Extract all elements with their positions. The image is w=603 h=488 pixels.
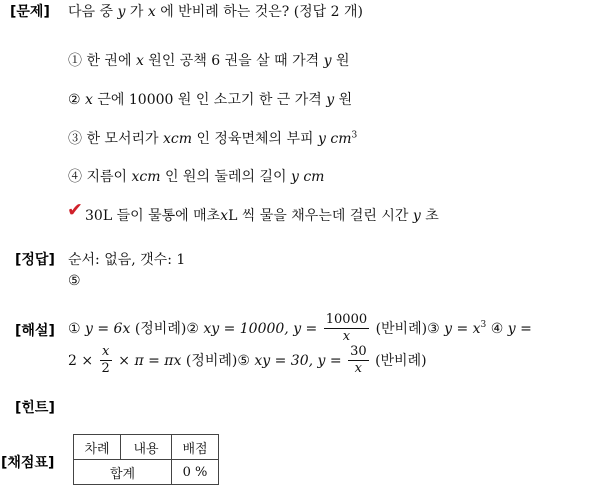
explanation-formula: xy = 30, y = xyxy=(254,352,342,369)
option-text: 지름이 xyxy=(86,169,128,185)
scoring-label: [채점표] xyxy=(1,455,55,471)
fraction-numerator: 30 xyxy=(348,344,369,361)
explanation-formula: y = 6x xyxy=(85,320,131,337)
option-number: ④ xyxy=(68,169,82,185)
explanation-formula: y = x xyxy=(444,320,481,337)
fraction xyxy=(100,344,112,378)
explanation-tag: (반비례) xyxy=(375,352,427,369)
explanation-line-2 xyxy=(68,344,427,378)
score-header-content: 내용 xyxy=(121,435,172,460)
explanation-num: ② xyxy=(186,320,199,337)
option-text: 한 모서리가 xyxy=(86,131,159,147)
option-2[interactable] xyxy=(68,89,352,109)
option-text: 근에 10000 원 인 소고기 한 근 가격 xyxy=(97,92,322,108)
option-number: ① xyxy=(68,53,82,69)
option-var: cm xyxy=(303,169,325,185)
option-var: y xyxy=(412,208,421,224)
option-var: x xyxy=(220,208,229,224)
option-3[interactable] xyxy=(68,128,357,148)
option-number: ③ xyxy=(68,131,82,147)
option-text: 인 원의 둘레의 길이 xyxy=(164,169,287,185)
explanation-tag: (반비례) xyxy=(375,320,428,337)
answer-line-1: 순서: 없음, 갯수: 1 xyxy=(68,252,186,268)
option-var: y xyxy=(290,169,299,185)
explanation-formula: y = xyxy=(507,320,532,337)
option-text: 원인 공책 6 권을 살 때 가격 xyxy=(148,53,320,69)
question-text xyxy=(68,1,363,21)
option-text: 한 권에 xyxy=(86,53,132,69)
explanation-line-1 xyxy=(68,312,532,346)
fraction xyxy=(324,312,369,346)
question-prefix: 다음 중 xyxy=(68,4,114,20)
question-mid: 가 xyxy=(129,4,144,20)
fraction-numerator: 10000 xyxy=(324,312,369,329)
explanation-num: ③ xyxy=(427,320,440,337)
score-table-total-row xyxy=(74,460,219,485)
explanation-num: ① xyxy=(68,320,81,337)
option-var: xcm xyxy=(131,169,161,185)
option-var: xcm xyxy=(162,131,192,147)
option-4[interactable] xyxy=(68,166,324,186)
fraction-denominator: 2 xyxy=(101,361,110,377)
option-5[interactable] xyxy=(68,205,439,225)
fraction-denominator: x xyxy=(354,361,362,377)
option-number: ② xyxy=(68,92,81,108)
option-var: y xyxy=(318,131,326,147)
explanation-formula: xy = 10000, y = xyxy=(203,320,318,337)
explanation-formula: 2 × xyxy=(68,352,94,369)
score-table xyxy=(73,434,219,485)
option-superscript: 3 xyxy=(351,130,358,141)
answer-line-2: ⑤ xyxy=(68,273,81,289)
score-total-label: 합계 xyxy=(74,460,172,485)
option-var: y xyxy=(323,53,332,69)
score-total-value: 0 % xyxy=(172,460,219,485)
hint-label: [힌트] xyxy=(15,400,55,416)
explanation-tag: (정비례) xyxy=(185,352,238,369)
option-text: 초 xyxy=(425,208,439,224)
question-label: [문제] xyxy=(10,4,50,20)
option-text: 원 xyxy=(338,92,353,108)
explanation-tag: (정비례) xyxy=(134,320,187,337)
option-text: 인 정육면체의 부피 xyxy=(196,131,314,147)
explanation-formula: × π = πx xyxy=(118,352,182,369)
option-var: x xyxy=(85,92,93,108)
explanation-num: ⑤ xyxy=(237,352,250,369)
question-suffix: 에 반비례 하는 것은? (정답 2 개) xyxy=(160,4,364,20)
option-var: y xyxy=(326,92,335,108)
score-header-points: 배점 xyxy=(172,435,219,460)
option-var: cm xyxy=(330,131,352,147)
explanation-num: ④ xyxy=(490,320,504,337)
score-header-order: 차례 xyxy=(74,435,121,460)
option-text: 30L 들이 물통에 매초 xyxy=(85,208,221,224)
question-var-y: y xyxy=(117,4,126,20)
checkmark-icon: ✔ xyxy=(67,199,83,221)
fraction xyxy=(348,344,369,378)
question-var-x: x xyxy=(147,4,156,20)
option-text: 원 xyxy=(335,53,350,69)
score-table-header-row xyxy=(74,435,219,460)
option-text: L 씩 물을 채우는데 걸린 시간 xyxy=(228,208,409,224)
option-var: x xyxy=(135,53,144,69)
fraction-numerator: x xyxy=(100,344,112,361)
fraction-denominator: x xyxy=(342,329,351,345)
explanation-label: [해설] xyxy=(15,323,55,339)
answer-label: [정답] xyxy=(15,252,55,268)
option-1[interactable] xyxy=(68,50,350,70)
explanation-superscript: 3 xyxy=(480,320,487,331)
